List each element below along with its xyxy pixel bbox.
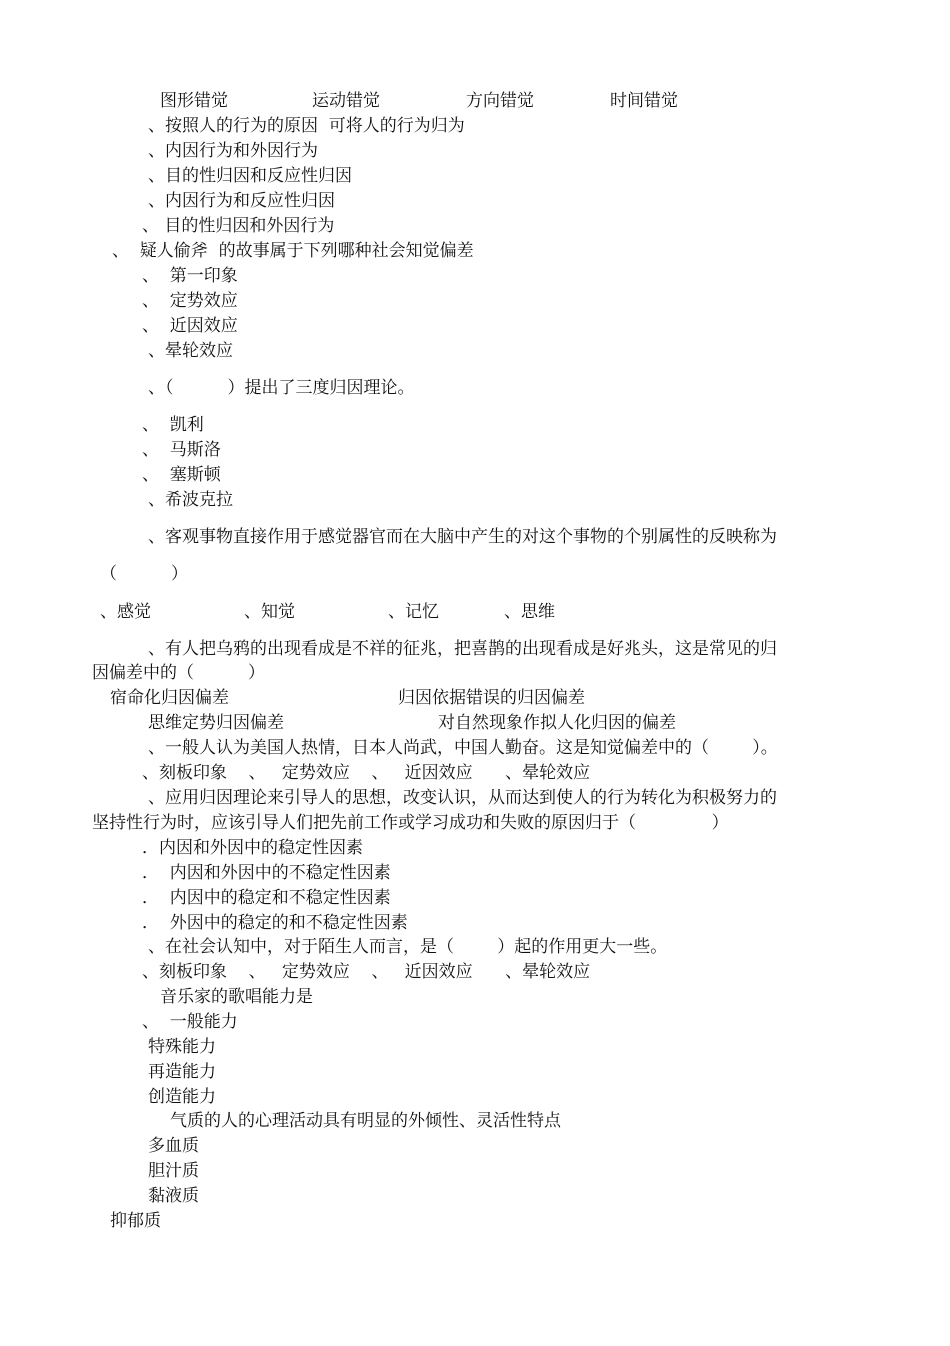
option-text: 、感觉 (100, 602, 151, 622)
question-text: 、 疑人偷斧 的故事属于下列哪种社会知觉偏差 (112, 241, 474, 261)
question-text: 因偏差中的（ ） (92, 663, 266, 683)
option-text: 、 凯利 (142, 415, 204, 435)
option-text: 对自然现象作拟人化归因的偏差 (438, 713, 676, 733)
option-text: 方向错觉 (466, 91, 534, 111)
question-text: 气质的人的心理活动具有明显的外倾性、灵活性特点 (170, 1111, 561, 1131)
option-text: 创造能力 (148, 1087, 216, 1107)
option-text: 、刻板印象 、 定势效应 、 近因效应 、晕轮效应 (142, 962, 591, 982)
option-text: 思维定势归因偏差 (148, 713, 284, 733)
option-text: 、目的性归因和反应性归因 (148, 166, 352, 186)
option-text: 、刻板印象 、 定势效应 、 近因效应 、晕轮效应 (142, 763, 591, 783)
option-text: 特殊能力 (148, 1037, 216, 1057)
question-text: 、按照人的行为的原因 可将人的行为归为 (148, 116, 465, 136)
option-text: 、记忆 (388, 602, 439, 622)
option-text: 时间错觉 (610, 91, 678, 111)
option-text: 、 定势效应 (142, 291, 238, 311)
option-text: 运动错觉 (312, 91, 380, 111)
option-text: 多血质 (148, 1136, 199, 1156)
option-text: 、 一般能力 (142, 1012, 238, 1032)
question-text: 音乐家的歌唱能力是 (160, 987, 313, 1007)
question-text: 、有人把乌鸦的出现看成是不祥的征兆，把喜鹊的出现看成是好兆头，这是常见的归 (148, 639, 777, 659)
option-text: 图形错觉 (160, 91, 228, 111)
option-text: 、 塞斯顿 (142, 465, 221, 485)
option-text: 、晕轮效应 (148, 341, 233, 361)
option-text: ．内因和外因中的稳定性因素 (142, 838, 363, 858)
option-text: 、内因行为和外因行为 (148, 141, 318, 161)
option-text: 抑郁质 (110, 1211, 161, 1231)
option-text: ． 外因中的稳定的和不稳定性因素 (142, 913, 408, 933)
option-text: 、希波克拉 (148, 490, 233, 510)
option-text: 、知觉 (244, 602, 295, 622)
option-text: 、 近因效应 (142, 316, 238, 336)
option-text: 宿命化归因偏差 (110, 688, 229, 708)
option-text: ． 内因和外因中的不稳定性因素 (142, 863, 391, 883)
question-text: 、在社会认知中，对于陌生人而言，是（ ）起的作用更大一些。 (148, 937, 668, 957)
option-text: 、内因行为和反应性归因 (148, 191, 335, 211)
option-text: 胆汁质 (148, 1161, 199, 1181)
question-text: 、应用归因理论来引导人的思想，改变认识，从而达到使人的行为转化为积极努力的 (148, 788, 777, 808)
option-text: 归因依据错误的归因偏差 (398, 688, 585, 708)
option-text: ． 内因中的稳定和不稳定性因素 (142, 888, 391, 908)
option-text: 、 第一印象 (142, 266, 238, 286)
option-text: 、思维 (504, 602, 555, 622)
option-text: 、 目的性归因和外因行为 (142, 216, 335, 236)
question-text: 、一般人认为美国人热情，日本人尚武，中国人勤奋。这是知觉偏差中的（ ）。 (148, 738, 778, 758)
option-text: 、 马斯洛 (142, 440, 221, 460)
question-text: （ ） (100, 564, 189, 584)
question-text: 、（ ）提出了三度归因理论。 (148, 378, 415, 398)
option-text: 黏液质 (148, 1186, 199, 1206)
question-text: 坚持性行为时，应该引导人们把先前工作或学习成功和失败的原因归于（ ） (92, 813, 729, 833)
option-text: 再造能力 (148, 1062, 216, 1082)
question-text: 、客观事物直接作用于感觉器官而在大脑中产生的对这个事物的个别属性的反映称为 (148, 527, 777, 547)
